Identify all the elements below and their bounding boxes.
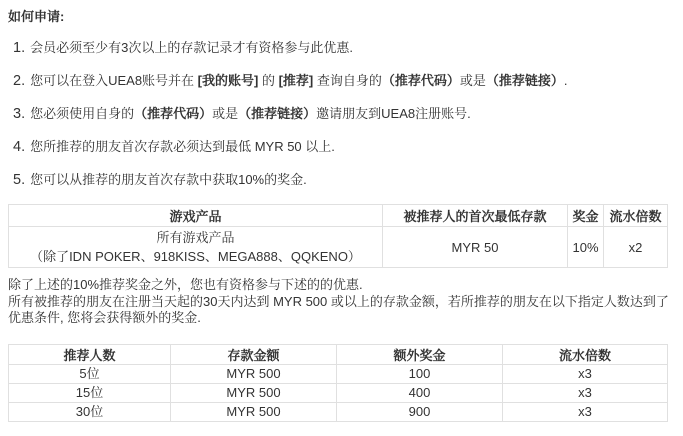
step-text: [推荐]	[278, 73, 314, 88]
cell-line: MYR 50	[451, 239, 499, 255]
step-text: 您可以从推荐的朋友首次存款中获取10%的奖金.	[30, 172, 307, 187]
extra-bonus-intro-line1: 除了上述的10%推荐奖金之外，您也有资格参与下述的的优惠.	[8, 277, 363, 292]
step-text: （推荐链接）	[238, 106, 317, 121]
referral-table-body	[9, 227, 668, 268]
step-text: 会员必须至少有3次以上的存款记录才有资格参与此优惠.	[30, 40, 353, 55]
step-text: 查询自身的	[313, 73, 382, 88]
table-cell	[171, 383, 337, 402]
table-cell	[9, 402, 171, 421]
cell-line: 所有游戏产品	[156, 230, 235, 245]
table-cell	[9, 364, 171, 383]
table-row	[9, 364, 668, 383]
step-text: （推荐链接）	[485, 73, 564, 88]
step-text: .	[563, 73, 568, 88]
cell-line: 10%	[572, 239, 599, 255]
referral-bonus-table	[8, 204, 668, 268]
column-header: 推荐人数	[9, 344, 171, 364]
step-text: 您必须使用自身的	[30, 106, 135, 121]
cell-line: 5位	[79, 365, 100, 381]
cell-line: x2	[628, 239, 643, 255]
cell-line: 15位	[75, 384, 104, 400]
table-cell	[503, 383, 668, 402]
cell-line: （除了IDN POKER、918KISS、MEGA888、QQKENO）	[30, 249, 361, 264]
extra-bonus-intro-line2: 所有被推荐的朋友在注册当天起的30天内达到 MYR 500 或以上的存款金额，若所推荐的朋友在以下指定人数达到了优惠条件, 您将会获得额外的奖金.	[8, 293, 669, 325]
cell-line: MYR 500	[226, 365, 281, 381]
table-row	[9, 227, 668, 268]
step-number: 1.	[13, 40, 26, 56]
step-text: 的	[258, 73, 279, 88]
step-text: （推荐代码）	[381, 73, 460, 88]
table-cell	[337, 364, 503, 383]
table-row	[9, 383, 668, 402]
table-cell	[337, 383, 503, 402]
step-text: 或是	[459, 73, 486, 88]
cell-line: MYR 500	[226, 403, 281, 419]
table-cell	[503, 402, 668, 421]
column-header: 被推荐人的首次最低存款	[383, 205, 568, 227]
step-text: 或是	[212, 106, 239, 121]
extra-bonus-table	[8, 344, 668, 422]
step-number: 4.	[13, 139, 26, 155]
extra-table-header-row	[9, 344, 668, 364]
cell-line: MYR 500	[226, 384, 281, 400]
table-row	[9, 402, 668, 421]
column-header: 流水倍数	[604, 205, 668, 227]
referral-table-header-row	[9, 205, 668, 227]
table-cell	[604, 227, 668, 268]
step-text: （推荐代码）	[134, 106, 213, 121]
cell-line: 100	[408, 365, 431, 381]
column-header: 奖金	[568, 205, 604, 227]
cell-line: x3	[578, 384, 592, 400]
step-text: 您所推荐的朋友首次存款必须达到最低 MYR 50 以上.	[30, 139, 335, 154]
application-steps-list	[8, 38, 675, 190]
step-item	[13, 137, 675, 157]
table-cell	[171, 402, 337, 421]
page-title: 如何申请:	[8, 9, 65, 24]
step-item	[13, 71, 675, 91]
step-number: 5.	[13, 172, 26, 188]
step-text: [我的账号]	[197, 73, 259, 88]
step-item	[13, 170, 675, 190]
table-cell	[383, 227, 568, 268]
table-cell	[337, 402, 503, 421]
step-number: 2.	[13, 73, 26, 89]
table-cell	[9, 227, 383, 268]
cell-line: 400	[408, 384, 431, 400]
cell-line: x3	[578, 365, 592, 381]
cell-line: x3	[578, 403, 592, 419]
step-item	[13, 38, 675, 58]
column-header: 流水倍数	[503, 344, 668, 364]
extra-bonus-intro	[8, 277, 675, 327]
step-text: 邀请朋友到UEA8注册账号.	[316, 106, 471, 121]
step-number: 3.	[13, 106, 26, 122]
column-header: 额外奖金	[337, 344, 503, 364]
cell-line: 900	[408, 403, 431, 419]
table-cell	[503, 364, 668, 383]
table-cell	[9, 383, 171, 402]
column-header: 游戏产品	[9, 205, 383, 227]
table-cell	[568, 227, 604, 268]
table-cell	[171, 364, 337, 383]
step-item	[13, 104, 675, 124]
extra-table-body	[9, 364, 668, 421]
column-header: 存款金额	[171, 344, 337, 364]
cell-line: 30位	[75, 403, 104, 419]
step-text: 您可以在登入UEA8账号并在	[30, 73, 198, 88]
